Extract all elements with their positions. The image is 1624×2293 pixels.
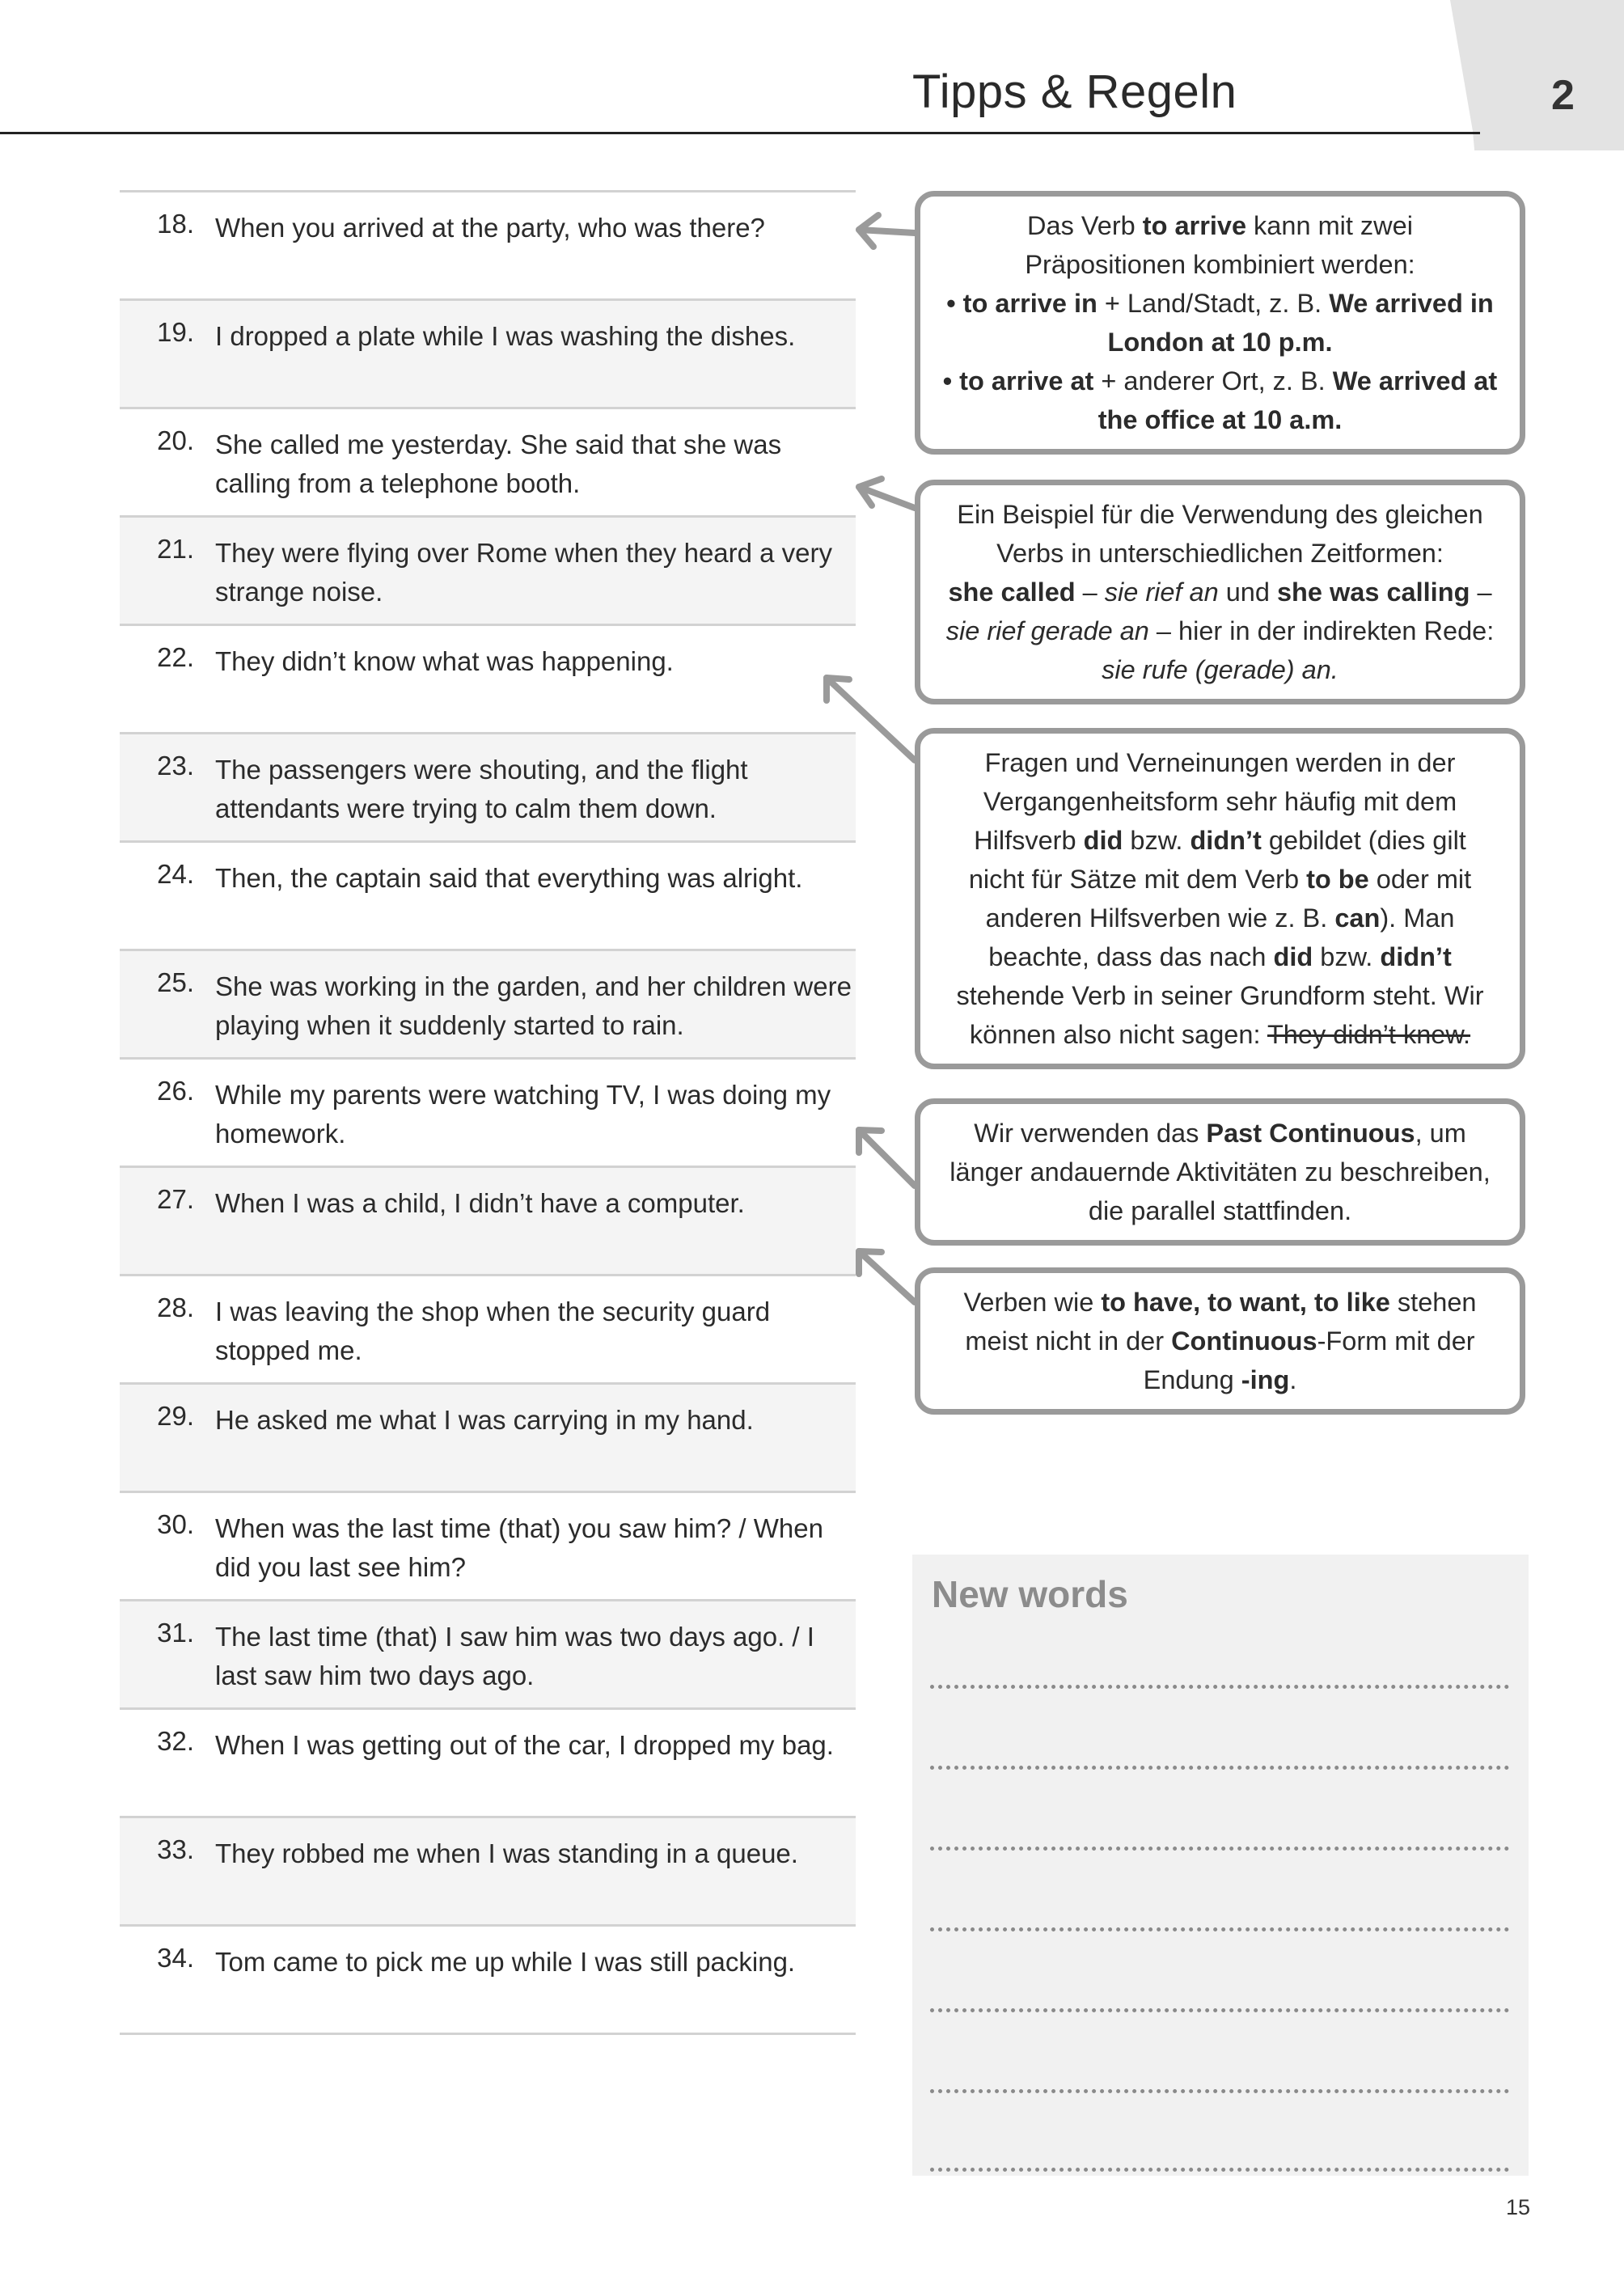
writing-line[interactable] [930, 1766, 1509, 1770]
item-number: 18. [157, 209, 194, 239]
arrow-icon [827, 678, 915, 760]
item-number: 22. [157, 642, 194, 672]
writing-line[interactable] [930, 2089, 1509, 2093]
item-number: 20. [157, 425, 194, 455]
item-text: The last time (that) I saw him was two days ago. / I last saw him two days ago. [215, 1622, 814, 1690]
item-number: 19. [157, 317, 194, 347]
item-text: Then, the captain said that everything was alright. [215, 863, 803, 893]
item-text: They were flying over Rome when they heard a very strange noise. [215, 538, 833, 607]
writing-line[interactable] [930, 1847, 1509, 1851]
tip-box-did: Fragen und Verneinungen werden in der Vergangenheitsform sehr häufig mit dem Hilfsverb did bzw. didn’t gebildet (dies gilt nicht für Sätze mit dem Verb to be oder mit anderen Hilfsverben wie z. B. can). Man beachte, dass das nach did bzw. didn’t stehende Verb in seiner Grundform steht. Wir können also nicht sagen: They didn’t knew. [915, 728, 1525, 1069]
item-number: 33. [157, 1834, 194, 1864]
item-text: Tom came to pick me up while I was still packing. [215, 1947, 796, 1977]
tip-box-verb-forms: Ein Beispiel für die Verwendung des gleichen Verbs in unterschiedlichen Zeitformen: she called – sie rief an und she was calling – sie rief gerade an – hier in der indirekten Rede: sie rufe (gerade) an. [915, 480, 1525, 704]
writing-line[interactable] [930, 2168, 1509, 2172]
writing-line[interactable] [930, 1927, 1509, 1931]
new-words-panel [912, 1555, 1529, 2176]
item-text: They didn’t know what was happening. [215, 646, 674, 676]
item-number: 31. [157, 1618, 194, 1648]
writing-line[interactable] [930, 2008, 1509, 2012]
item-number: 28. [157, 1292, 194, 1322]
item-number: 23. [157, 751, 194, 781]
arrow-icon [859, 1130, 915, 1186]
item-number: 21. [157, 534, 194, 564]
item-text: When you arrived at the party, who was there? [215, 213, 765, 243]
arrow-icon [859, 1251, 915, 1302]
writing-line[interactable] [930, 1685, 1509, 1689]
item-number: 29. [157, 1401, 194, 1431]
item-number: 25. [157, 967, 194, 997]
tip-box-stative-verbs: Verben wie to have, to want, to like stehen meist nicht in der Continuous-Form mit der Endung -ing. [915, 1267, 1525, 1415]
item-number: 30. [157, 1509, 194, 1539]
item-number: 26. [157, 1076, 194, 1106]
item-text: The passengers were shouting, and the flight attendants were trying to calm them down. [215, 755, 748, 823]
item-text: When I was a child, I didn’t have a computer. [215, 1188, 745, 1218]
item-text: She called me yesterday. She said that she was calling from a telephone booth. [215, 429, 782, 498]
tip-box-arrive: Das Verb to arrive kann mit zwei Präpositionen kombiniert werden: • to arrive in + Land/Stadt, z. B. We arrived in London at 10 p.m. • to arrive at + anderer Ort, z. B. We arrived at the office at 10 a.m. [915, 191, 1525, 455]
item-text: I dropped a plate while I was washing the dishes. [215, 321, 796, 351]
item-number: 27. [157, 1184, 194, 1214]
item-text: They robbed me when I was standing in a queue. [215, 1838, 798, 1868]
item-text: She was working in the garden, and her children were playing when it suddenly started to rain. [215, 971, 852, 1040]
item-text: When was the last time (that) you saw him? / When did you last see him? [215, 1513, 823, 1582]
item-number: 32. [157, 1726, 194, 1756]
arrow-icon [859, 479, 915, 508]
item-number: 34. [157, 1943, 194, 1973]
item-text: He asked me what I was carrying in my hand. [215, 1405, 754, 1435]
page-title: Tipps & Regeln [912, 66, 1237, 118]
chapter-number: 2 [1551, 72, 1575, 119]
item-text: While my parents were watching TV, I was doing my homework. [215, 1080, 831, 1149]
new-words-title: New words [932, 1573, 1128, 1615]
item-number: 24. [157, 859, 194, 889]
page-number: 15 [1506, 2195, 1531, 2219]
tip-box-past-continuous: Wir verwenden das Past Continuous, um länger andauernde Aktivitäten zu beschreiben, die parallel stattfinden. [915, 1098, 1525, 1246]
arrow-icon [859, 215, 915, 247]
item-text: When I was getting out of the car, I dropped my bag. [215, 1730, 834, 1760]
item-text: I was leaving the shop when the security guard stopped me. [215, 1297, 771, 1365]
